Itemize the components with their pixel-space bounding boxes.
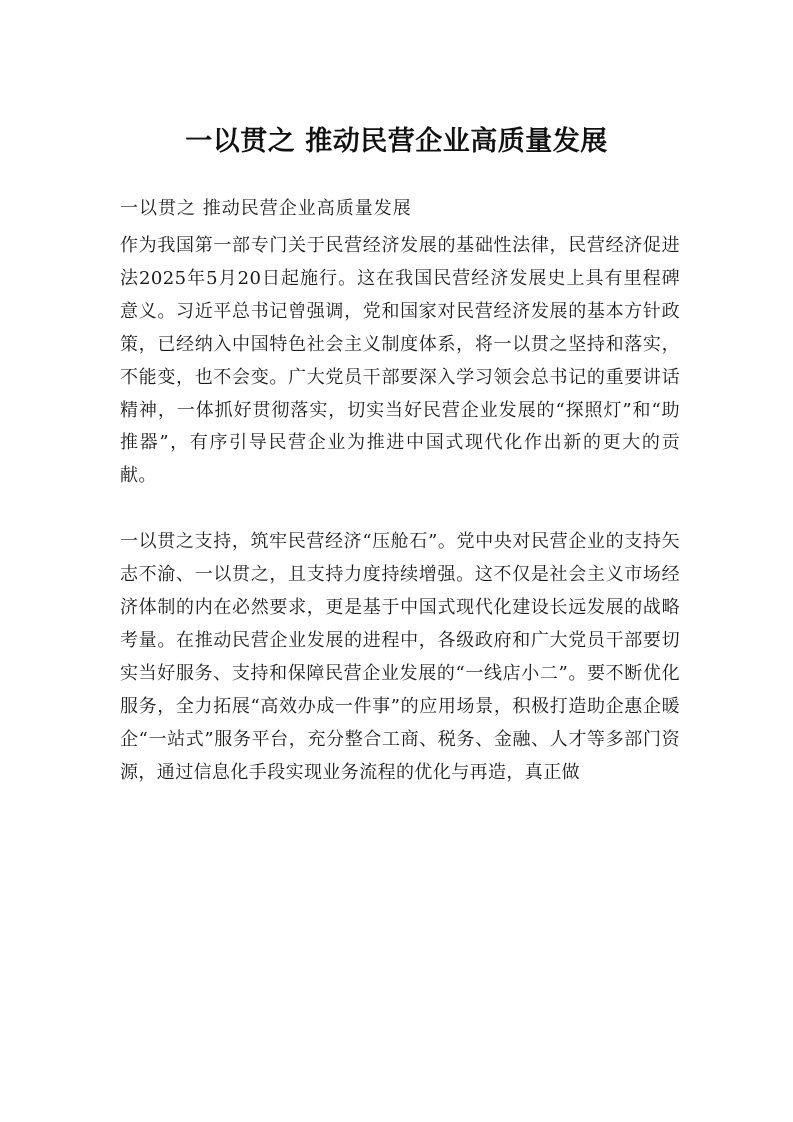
paragraph-support: 一以贯之支持，筑牢民营经济“压舱石”。党中央对民营企业的支持矢志不渝、一以贯之，且支持力度持续增强。这不仅是社会主义市场经济体制的内在必然要求，更是基于中国式现代化建设长远发展的战略考量。在推动民营企业发展的进程中，各级政府和广大党员干部要切实当好服务、支持和保障民营企业发展的“一线店小二”。要不断优化服务，全力拓展“高效办成一件事”的应用场景，积极打造助企惠企暖企“一站式”服务平台，充分整合工商、税务、金融、人才等多部门资源，通过信息化手段实现业务流程的优化与再造，真正做 bbox=[120, 531, 680, 783]
document-subtitle: 一以贯之 推动民营企业高质量发展 bbox=[120, 198, 412, 219]
paragraph-intro: 作为我国第一部专门关于民营经济发展的基础性法律，民营经济促进法2025年5月20日起施行。这在我国民营经济发展史上具有里程碑意义。习近平总书记曾强调，党和国家对民营经济发展的基本方针政策，已经纳入中国特色社会主义制度体系，将一以贯之坚持和落实，不能变，也不会变。广大党员干部要深入学习领会总书记的重要讲话精神，一体抓好贯彻落实，切实当好民营企业发展的“探照灯”和“助推器”，有序引导民营企业为推进中国式现代化作出新的更大的贡献。 bbox=[120, 235, 680, 487]
document-title: 一以贯之 推动民营企业高质量发展 bbox=[185, 126, 608, 157]
document-body bbox=[120, 196, 680, 790]
